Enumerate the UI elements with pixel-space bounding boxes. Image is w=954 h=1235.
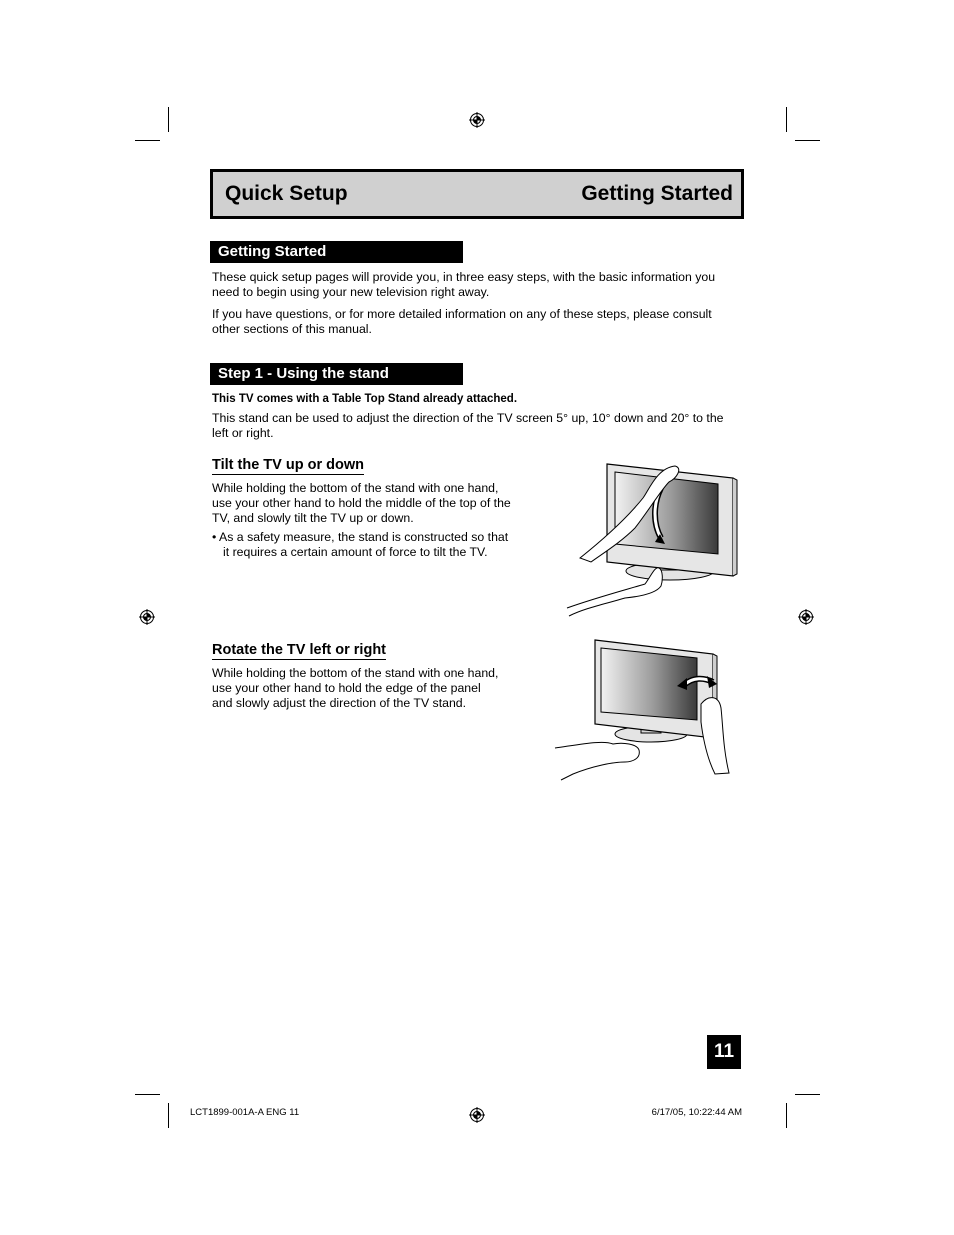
- header-right-title: Getting Started: [581, 182, 733, 205]
- crop-mark: [168, 1103, 169, 1128]
- registration-mark-icon: [798, 609, 814, 625]
- paragraph-line: left or right.: [212, 426, 274, 440]
- paragraph-line: If you have questions, or for more detailed information on any of these steps, please consult: [212, 307, 712, 321]
- paragraph-line: These quick setup pages will provide you, in three easy steps, with the basic information you: [212, 270, 716, 284]
- page-number: 11: [707, 1035, 741, 1069]
- registration-mark-icon: [469, 112, 485, 128]
- paragraph-line: and slowly adjust the direction of the TV stand.: [212, 696, 467, 710]
- subheading-rotate: Rotate the TV left or right: [212, 642, 386, 658]
- tilt-tv-illustration: [565, 458, 745, 623]
- section-title-step-1: Step 1 - Using the stand: [210, 363, 463, 385]
- paragraph-line: other sections of this manual.: [212, 322, 372, 336]
- rotate-tv-illustration: [553, 638, 738, 783]
- registration-mark-icon: [139, 609, 155, 625]
- paragraph-line: use your other hand to hold the middle of the top of the: [212, 496, 511, 510]
- paragraph-line: While holding the bottom of the stand with one hand,: [212, 481, 499, 495]
- crop-mark: [786, 1103, 787, 1128]
- crop-mark: [135, 1094, 160, 1095]
- page-header: [210, 169, 744, 219]
- crop-mark: [168, 107, 169, 132]
- paragraph-line: TV, and slowly tilt the TV up or down.: [212, 511, 414, 525]
- header-left-title: Quick Setup: [225, 182, 348, 205]
- crop-mark: [795, 1094, 820, 1095]
- crop-mark: [135, 140, 160, 141]
- paragraph-line: This stand can be used to adjust the direction of the TV screen 5° up, 10° down and 20° to the: [212, 411, 724, 425]
- paragraph-line: use your other hand to hold the edge of the panel: [212, 681, 481, 695]
- paragraph-line: need to begin using your new television right away.: [212, 285, 490, 299]
- bold-note: This TV comes with a Table Top Stand already attached.: [212, 393, 518, 405]
- crop-mark: [786, 107, 787, 132]
- bullet-line: it requires a certain amount of force to tilt the TV.: [223, 545, 488, 559]
- subheading-tilt: Tilt the TV up or down: [212, 457, 364, 473]
- footer-timestamp: 6/17/05, 10:22:44 AM: [651, 1107, 742, 1118]
- section-title-getting-started: Getting Started: [210, 241, 463, 263]
- registration-mark-icon: [469, 1107, 485, 1123]
- footer-doc-id: LCT1899-001A-A ENG 11: [190, 1107, 300, 1118]
- crop-mark: [795, 140, 820, 141]
- bullet-line: • As a safety measure, the stand is constructed so that: [212, 530, 509, 544]
- paragraph-line: While holding the bottom of the stand with one hand,: [212, 666, 499, 680]
